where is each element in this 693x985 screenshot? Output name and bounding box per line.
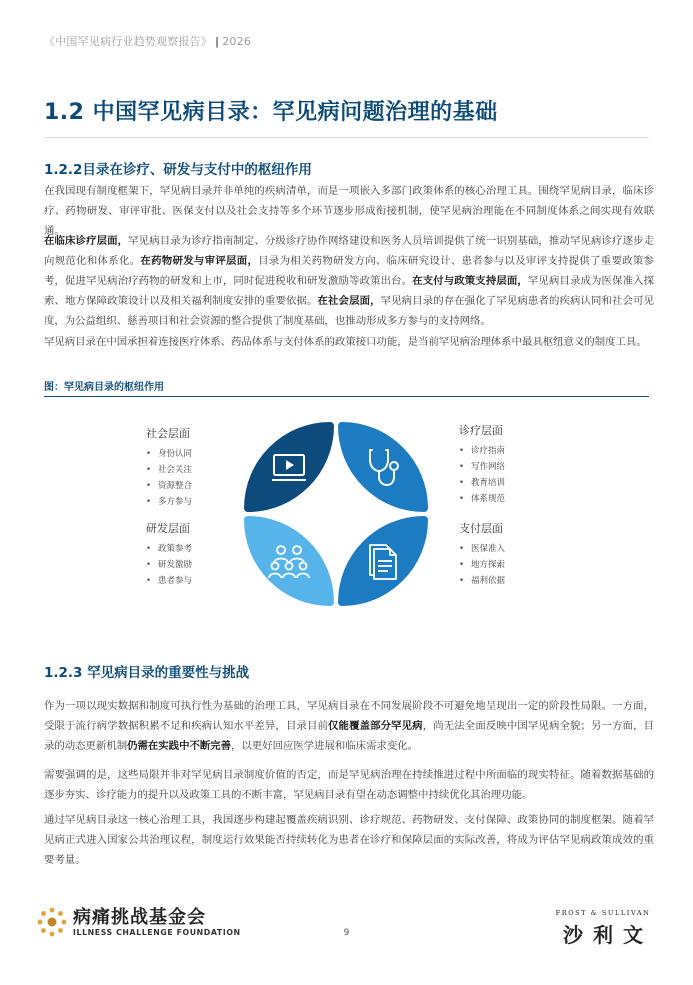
text-payment-level: 罕见病目录成为医保准入探索、地方保障政策设计以及相关福利制度安排的重要依据。	[44, 275, 655, 307]
list-item: • 社会关注	[146, 462, 192, 478]
list-item: • 身份认同	[146, 446, 192, 462]
stethoscope-icon	[363, 445, 403, 489]
bold-rnd-level: 在药物研发与审评层面，	[140, 255, 259, 267]
bold-social-level: 在社会层面，	[317, 295, 381, 307]
text-limitations-e: ，以更好回应医学进展和临床需求变化。	[231, 740, 419, 752]
bold-payment-level: 在支付与政策支持层面，	[412, 275, 528, 287]
frost-sullivan-logo	[553, 909, 653, 948]
text-limitations-a: 作为一项以现实数据和制度可执行性为基础的治理工具，罕见病目录在不同发展阶段不可避免地呈现出一定的阶段性局限。一方面，受限于流行病学数据积累不足和疾病认知水平差异，目录目前	[44, 700, 654, 732]
text-social-level: 罕见病目录的存在强化了罕见病患者的疾病认同和社会可见度，为公益组织、慈善项目和社会资源的整合提供了制度基础，也推动形成多方参与的支持网络。	[44, 295, 655, 327]
petal-rnd	[244, 516, 334, 606]
video-play-icon	[269, 447, 309, 487]
petal-clinical	[338, 422, 428, 512]
report-year: 2026	[222, 35, 252, 48]
layer-rnd-title: 研发层面	[146, 522, 190, 535]
bold-partial-coverage: 仅能覆盖部分罕见病	[328, 720, 423, 732]
list-item: • 地方探索	[459, 557, 505, 573]
layer-clinical-list	[459, 443, 505, 507]
paragraph-hub-intro: 在我国现有制度框架下，罕见病目录并非单纯的疾病清单，而是一项嵌入多部门政策体系的核心治理工具。围绕罕见病目录，临床诊疗、药物研发、审评审批、医保支付以及社会支持等多个环节逐步形成衔接机制，使罕见病治理能在不同制度体系之间实现有效联通。	[44, 185, 654, 237]
paragraph-emphasis: 需要强调的是，这些局限并非对罕见病目录制度价值的否定，而是罕见病治理在持续推进过程中所面临的现实特征。随着数据基础的逐步夯实、诊疗能力的提升以及政策工具的不断丰富，罕见病目录有望在动态调整中持续优化其治理功能。	[44, 769, 654, 801]
list-item: • 多方参与	[146, 494, 192, 510]
petal-social	[244, 422, 334, 512]
figure-title: 图：罕见病目录的枢纽作用	[44, 382, 164, 393]
layer-clinical	[459, 422, 505, 507]
layer-payment-title: 支付层面	[459, 522, 503, 535]
subsection-heading-1-2-2: 1.2.2目录在诊疗、研发与支付中的枢纽作用	[44, 162, 312, 178]
list-item: • 资源整合	[146, 478, 192, 494]
list-item: • 福利依据	[459, 573, 505, 589]
bold-clinical-level: 在临床诊疗层面，	[44, 235, 129, 247]
text-limitations-c: ，尚无法全面反映中国罕见病全貌；另一方面，目录的动态更新机制	[44, 720, 655, 752]
header-separator: |	[215, 35, 220, 48]
foundation-name-cn: 病痛挑战基金会	[73, 906, 206, 928]
layer-clinical-title: 诊疗层面	[459, 424, 503, 437]
page-number: 9	[343, 928, 350, 938]
list-item: • 医保准入	[459, 541, 505, 557]
layer-social	[146, 425, 192, 510]
people-group-icon	[266, 541, 312, 581]
figure-divider	[44, 396, 649, 397]
layer-rnd-list	[146, 541, 192, 589]
documents-icon	[364, 539, 402, 583]
layer-rnd	[146, 520, 192, 589]
list-item: • 政策参考	[146, 541, 192, 557]
paragraph-limitations	[44, 696, 654, 756]
text-rnd-level: 目录为相关药物研发方向、临床研究设计、患者参与以及审评支持提供了重要政策参考，促进罕见病治疗药物的研发和上市，同时促进税收和研发激励等政策出台。	[44, 255, 655, 287]
paragraph-hub-levels	[44, 231, 654, 331]
layer-social-title: 社会层面	[146, 427, 190, 440]
title-divider	[44, 137, 649, 138]
foundation-name-en: ILLNESS CHALLENGE FOUNDATION	[73, 927, 241, 937]
text-clinical-level: 罕见病目录为诊疗指南制定、分级诊疗协作网络建设和医务人员培训提供了统一识别基础，推动罕见病诊疗逐步走向规范化和体系化。	[44, 235, 654, 267]
list-item: • 诊疗指南	[459, 443, 505, 459]
petal-payment	[338, 516, 428, 606]
list-item: • 写作网络	[459, 459, 505, 475]
subsection-heading-1-2-3: 1.2.3 罕见病目录的重要性与挑战	[44, 665, 250, 681]
list-item: • 体系规范	[459, 491, 505, 507]
list-item: • 教育培训	[459, 475, 505, 491]
paragraph-conclusion: 通过罕见病目录这一核心治理工具，我国逐步构建起覆盖疾病识别、诊疗规范、药物研发、支付保障、政策协同的制度框架。随着罕见病正式进入国家公共治理议程，制度运行效果能否持续转化为患者在诊疗和保障层面的实际改善，将成为评估罕见病政策成效的重要考量。	[44, 814, 654, 866]
layer-payment-list	[459, 541, 505, 589]
frost-sullivan-name-cn: 沙利文	[563, 923, 653, 947]
running-header	[44, 33, 251, 49]
frost-sullivan-name-en: FROST & SULLIVAN	[555, 909, 651, 917]
report-title: 《中国罕见病行业趋势观察报告》	[44, 35, 212, 48]
paragraph-hub-summary: 罕见病目录在中国承担着连接医疗体系、药品体系与支付体系的政策接口功能，是当前罕见病治理体系中最具枢纽意义的制度工具。	[44, 336, 647, 348]
layer-social-list	[146, 446, 192, 510]
section-title: 1.2 中国罕见病目录：罕见病问题治理的基础	[44, 100, 498, 125]
bold-needs-improvement: 仍需在实践中不断完善	[127, 740, 232, 752]
list-item: • 研发激励	[146, 557, 192, 573]
list-item: • 患者参与	[146, 573, 192, 589]
layer-payment	[459, 520, 505, 589]
